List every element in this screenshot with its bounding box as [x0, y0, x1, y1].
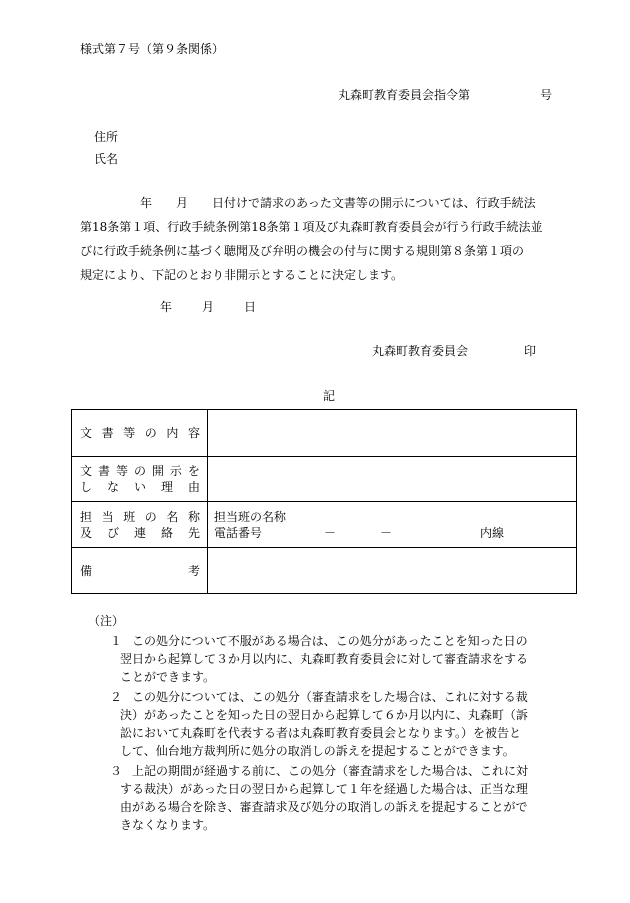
value-remarks [208, 548, 577, 594]
label-char: 備 [80, 563, 93, 578]
label-char: 書 [97, 464, 110, 478]
body-line: 規定により、下記のとおり非開示とすることに決定します。 [80, 268, 404, 282]
reference-prefix: 丸森町教育委員会指令第 [338, 88, 471, 102]
value-document-content [208, 410, 577, 457]
label-char: い [133, 480, 146, 494]
note-item [80, 632, 590, 686]
note-item [80, 688, 590, 760]
label-char: 名 [166, 509, 179, 524]
note-line: きなくなります。 [120, 818, 216, 832]
phone-dash: － [380, 525, 393, 540]
ki-heading: 記 [323, 389, 336, 403]
label-char: を [187, 464, 200, 478]
note-line: この処分については、この処分（審査請求をした場合は、これに対する裁 [132, 690, 528, 704]
label-char: 及 [80, 525, 93, 540]
date-month: 月 [202, 300, 215, 314]
issuer-block [372, 343, 536, 359]
label-document-content [72, 410, 208, 457]
document-reference-number [338, 87, 552, 103]
issuer-name: 丸森町教育委員会 [372, 344, 469, 358]
label-char: の [144, 509, 157, 524]
label-char: の [144, 426, 157, 440]
table-row [72, 410, 577, 457]
notes-header: （注） [88, 614, 125, 628]
label-char: の [133, 464, 146, 478]
body-line: びに行政手続条例に基づく聴聞及び弁明の機会の付与に関する規則第８条第１項の [80, 244, 525, 258]
value-contact-section [208, 502, 577, 548]
phone-label: 電話番号 [214, 525, 263, 540]
label-char: し [80, 480, 93, 494]
note-line: して、仙台地方裁判所に処分の取消しの訴えを提起することができます。 [120, 744, 515, 758]
label-char: 連 [133, 525, 146, 540]
phone-dash: － [324, 525, 337, 540]
body-line: 第18条第１項、行政手続条例第18条第１項及び丸森町教育委員会が行う行政手続法並 [80, 220, 543, 234]
label-char: 等 [115, 464, 128, 478]
phone-line [214, 525, 570, 541]
date-year: 年 [160, 300, 173, 314]
label-char: 当 [101, 509, 114, 524]
date-day: 日 [244, 300, 257, 314]
label-remarks [72, 548, 208, 594]
extension-label: 内線 [480, 525, 505, 540]
note-item [80, 762, 590, 834]
label-char: 文 [80, 464, 93, 478]
label-char: 書 [101, 426, 114, 440]
notes-section [80, 612, 590, 834]
note-line: ことができます。 [120, 670, 216, 684]
section-name-label: 担当班の名称 [214, 509, 287, 524]
note-number: ２ [110, 690, 123, 704]
recipient-name-label: 氏名 [94, 152, 119, 166]
note-line: 由がある場合を除き、審査請求及び処分の取消しの訴えを提起することがで [120, 800, 528, 814]
note-line: 上記の期間が経過する前に、この処分（審査請求をした場合は、これに対 [132, 764, 529, 778]
label-char: 示 [169, 464, 182, 478]
note-number: １ [110, 634, 123, 648]
label-char: び [106, 525, 119, 540]
label-char: 担 [80, 509, 93, 524]
body-line: 年 月 日付けで請求のあった文書等の開示については、行政手続法 [80, 196, 536, 210]
label-char: 班 [123, 509, 136, 524]
note-line: 決）があったことを知った日の翌日から起算して６か月以内に、丸森町（訴 [120, 708, 528, 722]
label-contact-section [72, 502, 208, 548]
note-line: この処分について不服がある場合は、この処分があったことを知った日の [132, 634, 528, 648]
disclosure-info-table [71, 409, 577, 594]
label-char: 容 [187, 426, 200, 440]
note-number: ３ [110, 764, 123, 778]
value-non-disclosure-reason [208, 457, 577, 502]
form-number-label: 様式第７号（第９条関係） [80, 42, 225, 56]
note-line: する裁決）があった日の翌日から起算して１年を経過した場合は、正当な理 [120, 782, 528, 796]
recipient-address-label: 住所 [94, 130, 119, 144]
label-char: 等 [123, 426, 136, 440]
label-char: 内 [166, 426, 179, 440]
label-char: 文 [80, 426, 93, 440]
issue-date [160, 299, 256, 315]
label-char: 考 [187, 563, 200, 578]
label-non-disclosure-reason [72, 457, 208, 502]
seal-mark: 印 [524, 344, 537, 358]
notice-body [80, 191, 580, 287]
label-char: 先 [187, 525, 200, 540]
label-char: 絡 [160, 525, 173, 540]
label-char: 理 [160, 480, 173, 494]
label-char: 称 [187, 509, 200, 524]
table-row [72, 502, 577, 548]
table-row [72, 548, 577, 594]
label-char: な [106, 480, 119, 494]
note-line: 訟において丸森町を代表する者は丸森町教育委員会となります。）を被告と [120, 726, 522, 740]
table-row [72, 457, 577, 502]
note-line: 翌日から起算して３か月以内に、丸森町教育委員会に対して審査請求をする [120, 652, 529, 666]
label-char: 由 [187, 480, 200, 494]
label-char: 開 [151, 464, 164, 478]
reference-suffix: 号 [540, 88, 553, 102]
